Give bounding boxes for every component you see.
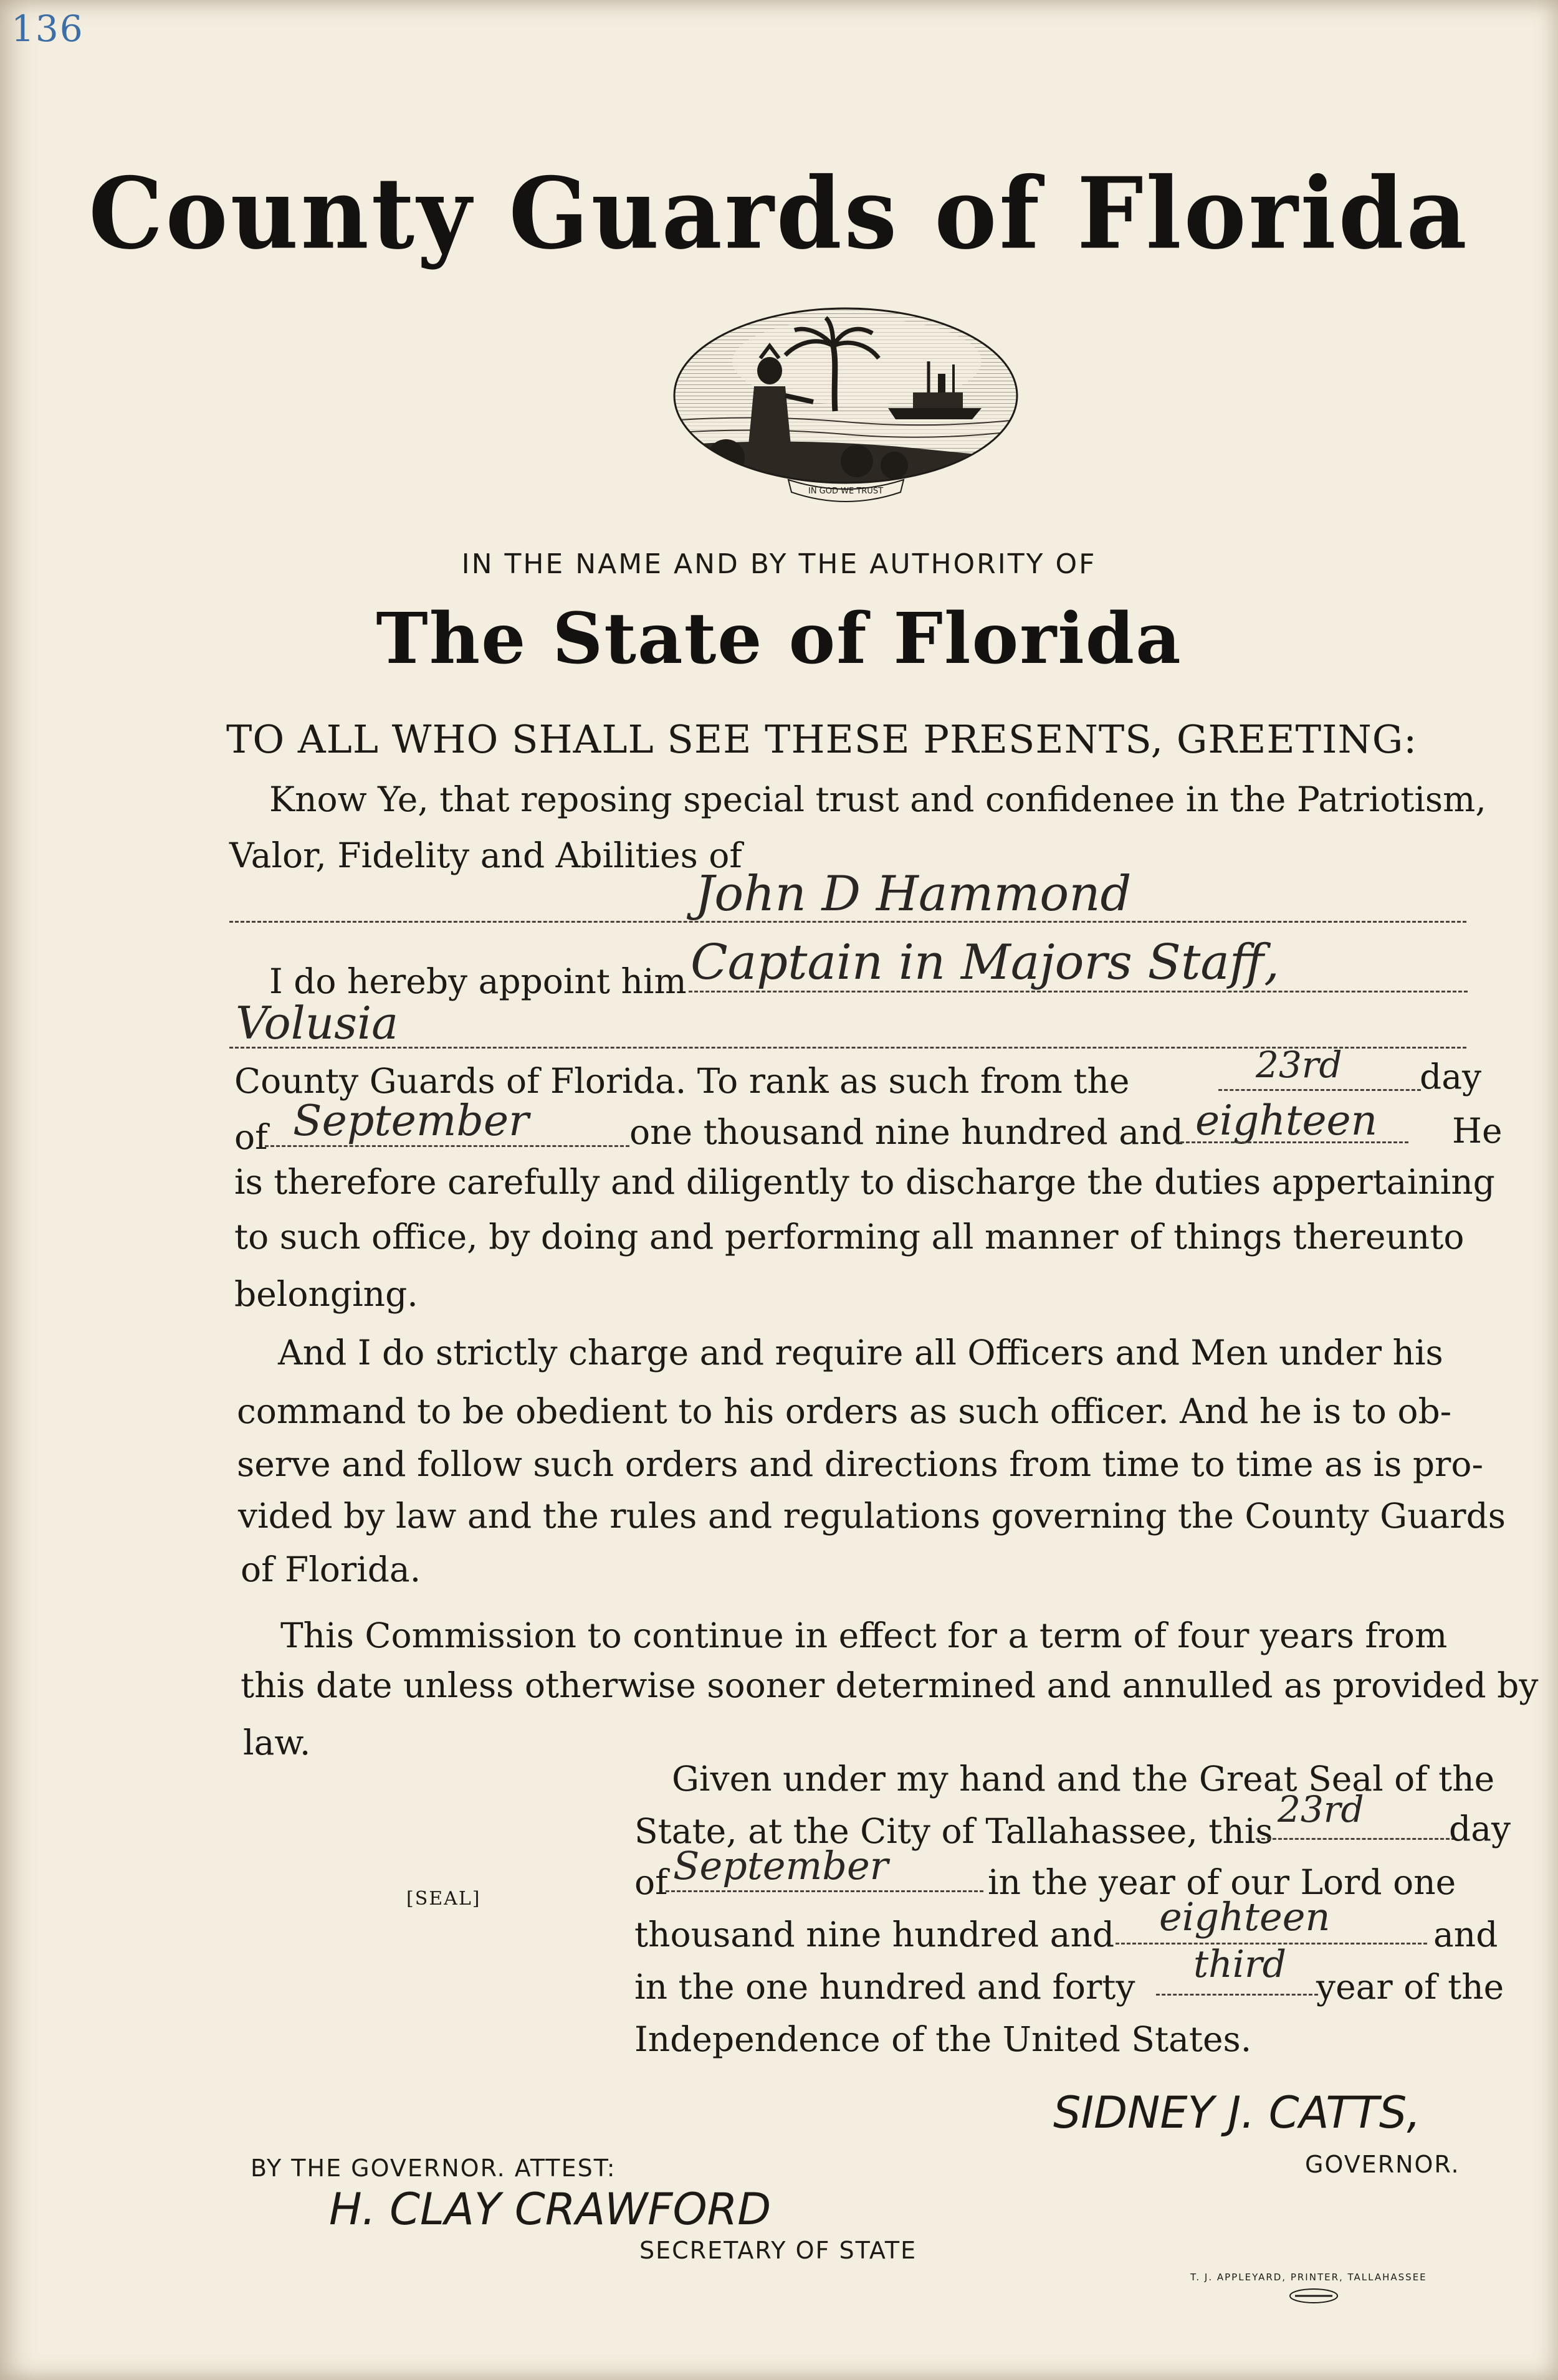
month-line-1	[265, 1145, 629, 1147]
p1-line-6a: County Guards of Florida. To rank as such from the	[234, 1061, 1130, 1101]
handwritten-ordinal: third	[1193, 1943, 1287, 1986]
handwritten-year-1: eighteen	[1195, 1097, 1378, 1145]
handwritten-month-2: September	[673, 1843, 889, 1888]
p1-line-4: I do hereby appoint him	[269, 961, 687, 1001]
handwritten-year-2: eighteen	[1159, 1894, 1331, 1940]
p3-line-1: This Commission to continue in effect for a term of four years from	[280, 1616, 1448, 1655]
p4-line-2b: day	[1449, 1809, 1511, 1849]
p1-line-6b: day	[1420, 1057, 1482, 1097]
handwritten-name: John D Hammond	[695, 866, 1132, 922]
p1-line-7c: He	[1452, 1111, 1503, 1151]
seal-engraving-icon	[670, 302, 1022, 508]
authority-line: IN THE NAME AND BY THE AUTHORITY OF	[461, 548, 1097, 580]
p4-line-4b: and	[1433, 1915, 1498, 1954]
p3-line-3: law.	[243, 1723, 311, 1763]
p4-line-1: Given under my hand and the Great Seal of the	[672, 1759, 1495, 1799]
p4-line-3a: of	[634, 1862, 668, 1902]
document-title: County Guards of Florida	[88, 156, 1470, 272]
handwritten-rank: Captain in Majors Staff,	[691, 935, 1279, 991]
name-line	[229, 921, 1466, 923]
florida-state-seal	[670, 302, 1022, 508]
p1-line-2: Valor, Fidelity and Abilities of	[229, 835, 742, 875]
p1-line-7b: one thousand nine hundred and	[629, 1112, 1183, 1152]
month-line-2	[666, 1890, 983, 1892]
p4-line-6: Independence of the United States.	[634, 2019, 1252, 2059]
p4-line-2a: State, at the City of Tallahassee, this	[634, 1811, 1273, 1851]
secretary-name: H. CLAY CRAWFORD	[329, 2184, 772, 2235]
p2-line-4: vided by law and the rules and regulations governing the County Guards	[238, 1496, 1506, 1536]
p3-line-2: this date unless otherwise sooner determined and annulled as provided by	[241, 1665, 1539, 1705]
state-title: The State of Florida	[376, 598, 1182, 680]
secretary-title: SECRETARY OF STATE	[639, 2237, 917, 2264]
p1-line-10: belonging.	[234, 1274, 418, 1314]
p4-line-4a: thousand nine hundred and	[634, 1915, 1115, 1954]
p1-line-8: is therefore carefully and diligently to discharge the duties appertaining	[234, 1162, 1495, 1202]
handwritten-day-1: 23rd	[1256, 1044, 1342, 1086]
union-label-icon	[1289, 2288, 1339, 2304]
printer-imprint: T. J. APPLEYARD, PRINTER, TALLAHASSEE	[1190, 2272, 1427, 2283]
handwritten-month-1: September	[293, 1097, 529, 1146]
ordinal-line	[1156, 1994, 1318, 1996]
greeting-heading: TO ALL WHO SHALL SEE THESE PRESENTS, GREETING:	[226, 716, 1418, 762]
governor-name: SIDNEY J. CATTS,	[1053, 2087, 1421, 2138]
day-line-2	[1256, 1838, 1455, 1840]
seal-label: [SEAL]	[406, 1888, 481, 1910]
p1-line-9: to such office, by doing and performing all manner of things thereunto	[234, 1217, 1465, 1257]
governor-title: GOVERNOR.	[1305, 2151, 1460, 2178]
p2-line-2: command to be obedient to his orders as such officer. And he is to ob-	[237, 1391, 1452, 1431]
p4-line-3b: in the year of our Lord one	[988, 1862, 1456, 1902]
handwritten-county: Volusia	[236, 997, 399, 1049]
p2-line-3: serve and follow such orders and directions from time to time as is pro-	[237, 1444, 1484, 1484]
p2-line-5: of Florida.	[241, 1549, 421, 1589]
p2-line-1: And I do strictly charge and require all Officers and Men under his	[278, 1333, 1443, 1373]
handwritten-day-2: 23rd	[1278, 1788, 1364, 1830]
p4-line-5b: year of the	[1316, 1967, 1504, 2007]
p1-line-7a: of	[234, 1117, 268, 1157]
p4-line-5a: in the one hundred and forty	[634, 1967, 1135, 2007]
attest-line: BY THE GOVERNOR. ATTEST:	[251, 2154, 616, 2182]
year-line-1	[1175, 1141, 1408, 1143]
day-line-1	[1218, 1089, 1421, 1091]
rank-line	[689, 991, 1468, 992]
p1-line-1: Know Ye, that reposing special trust and confidenee in the Patriotism,	[269, 779, 1486, 819]
seal-motto: IN GOD WE TRUST	[808, 487, 884, 496]
page-number: 136	[11, 7, 84, 50]
